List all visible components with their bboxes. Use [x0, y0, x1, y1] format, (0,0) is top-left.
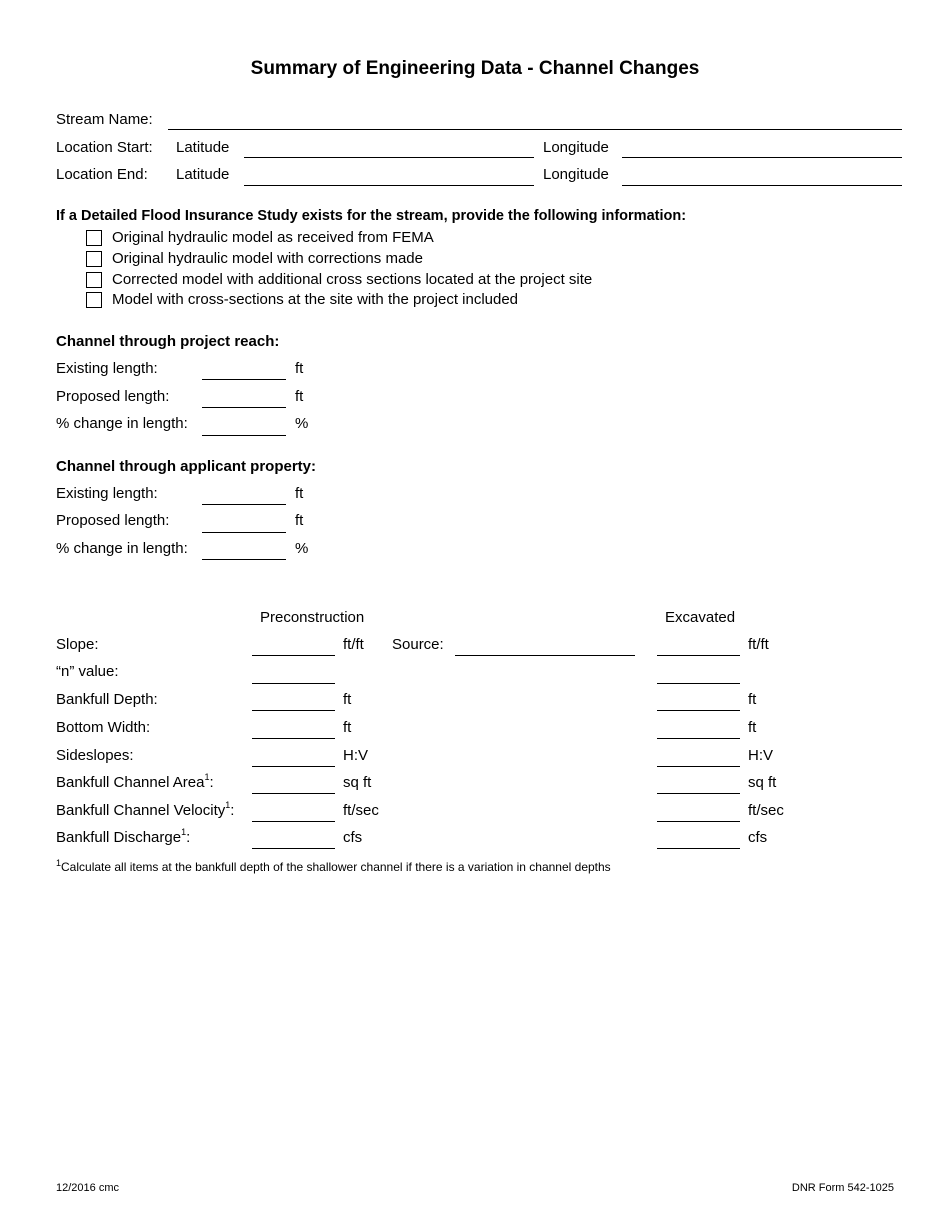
row-label-sideslopes: Sideslopes:: [56, 747, 134, 764]
start-latitude-label: Latitude: [176, 139, 230, 156]
property-change-field[interactable]: [202, 559, 286, 560]
slope-pre-field[interactable]: [252, 655, 335, 656]
bankfull-velocity-pre-unit: ft/sec: [343, 802, 379, 819]
bankfull-discharge-exc-field[interactable]: [657, 848, 740, 849]
bankfull-depth-pre-unit: ft: [343, 691, 352, 708]
footer-date: 12/2016 cmc: [56, 1182, 119, 1194]
row-label-bankfull-discharge-text: Bankfull Discharge: [56, 829, 182, 846]
reach-proposed-label: Proposed length:: [56, 388, 170, 405]
row-label-bankfull-velocity-sup: 1: [225, 800, 231, 810]
property-existing-unit: ft: [295, 485, 304, 502]
reach-existing-unit: ft: [295, 360, 304, 377]
reach-proposed-unit: ft: [295, 388, 304, 405]
slope-exc-field[interactable]: [657, 655, 740, 656]
footnote: [56, 860, 611, 874]
reach-proposed-field[interactable]: [202, 407, 286, 408]
bankfull-area-pre-unit: sq ft: [343, 774, 372, 791]
property-change-unit: %: [295, 540, 309, 557]
property-existing-field[interactable]: [202, 504, 286, 505]
start-longitude-field[interactable]: [622, 157, 902, 158]
bankfull-area-exc-unit: sq ft: [748, 774, 777, 791]
bankfull-area-pre-field[interactable]: [252, 793, 335, 794]
bankfull-velocity-pre-field[interactable]: [252, 821, 335, 822]
start-longitude-label: Longitude: [543, 139, 609, 156]
property-proposed-label: Proposed length:: [56, 512, 170, 529]
row-label-bankfull-area-colon: :: [209, 774, 214, 791]
bankfull-depth-exc-unit: ft: [748, 691, 757, 708]
reach-change-unit: %: [295, 415, 309, 432]
row-label-bankfull-depth: Bankfull Depth:: [56, 691, 158, 708]
fis-checkbox-2[interactable]: [86, 251, 102, 267]
bankfull-area-exc-field[interactable]: [657, 793, 740, 794]
bottom-width-exc-field[interactable]: [657, 738, 740, 739]
reach-existing-field[interactable]: [202, 379, 286, 380]
row-label-bottom-width: Bottom Width:: [56, 719, 151, 736]
property-proposed-unit: ft: [295, 512, 304, 529]
stream-name-label: Stream Name:: [56, 111, 153, 128]
bottom-width-pre-unit: ft: [343, 719, 352, 736]
fis-option-2: Original hydraulic model with corrections made: [112, 250, 423, 267]
fis-checkbox-4[interactable]: [86, 292, 102, 308]
property-heading: Channel through applicant property:: [56, 458, 317, 475]
sideslopes-exc-field[interactable]: [657, 766, 740, 767]
end-latitude-label: Latitude: [176, 166, 230, 183]
start-latitude-field[interactable]: [244, 157, 534, 158]
location-end-label: Location End:: [56, 166, 148, 183]
n-value-exc-field[interactable]: [657, 683, 740, 684]
row-label-bankfull-discharge-sup: 1: [181, 827, 187, 837]
sideslopes-exc-unit: H:V: [748, 747, 774, 764]
slope-exc-unit: ft/ft: [748, 636, 769, 653]
slope-pre-unit: ft/ft: [343, 636, 364, 653]
bankfull-discharge-exc-unit: cfs: [748, 829, 768, 846]
footnote-sup: 1: [56, 858, 62, 868]
row-label-bankfull-discharge: [56, 829, 190, 846]
row-label-bankfull-area-sup: 1: [204, 772, 210, 782]
property-proposed-field[interactable]: [202, 532, 286, 533]
reach-change-label: % change in length:: [56, 415, 188, 432]
bankfull-depth-exc-field[interactable]: [657, 710, 740, 711]
row-label-bankfull-area: [56, 774, 214, 791]
row-label-bankfull-velocity-text: Bankfull Channel Velocity: [56, 802, 226, 819]
end-latitude-field[interactable]: [244, 185, 534, 186]
fis-checkbox-1[interactable]: [86, 230, 102, 246]
footer-form-number: DNR Form 542-1025: [791, 1182, 894, 1194]
slope-source-label: Source:: [392, 636, 444, 653]
row-label-bankfull-discharge-colon: :: [186, 829, 191, 846]
property-existing-label: Existing length:: [56, 485, 158, 502]
end-longitude-label: Longitude: [543, 166, 609, 183]
n-value-pre-field[interactable]: [252, 683, 335, 684]
location-start-label: Location Start:: [56, 139, 153, 156]
bankfull-discharge-pre-unit: cfs: [343, 829, 363, 846]
col-header-preconstruction: Preconstruction: [260, 609, 365, 626]
fis-option-1: Original hydraulic model as received from FEMA: [112, 229, 434, 246]
page-title: Summary of Engineering Data - Channel Changes: [250, 58, 700, 79]
row-label-bankfull-velocity: [56, 802, 234, 819]
bankfull-velocity-exc-unit: ft/sec: [748, 802, 784, 819]
reach-change-field[interactable]: [202, 435, 286, 436]
col-header-excavated: Excavated: [665, 609, 736, 626]
slope-source-field[interactable]: [455, 655, 635, 656]
bankfull-depth-pre-field[interactable]: [252, 710, 335, 711]
footnote-text: Calculate all items at the bankfull depth of the shallower channel if there is a variation in channel depths: [61, 860, 611, 874]
property-change-label: % change in length:: [56, 540, 188, 557]
fis-heading: If a Detailed Flood Insurance Study exists for the stream, provide the following information:: [56, 208, 687, 224]
bottom-width-pre-field[interactable]: [252, 738, 335, 739]
row-label-bankfull-velocity-colon: :: [230, 802, 235, 819]
reach-heading: Channel through project reach:: [56, 333, 280, 350]
end-longitude-field[interactable]: [622, 185, 902, 186]
sideslopes-pre-unit: H:V: [343, 747, 369, 764]
stream-name-field[interactable]: [168, 129, 902, 130]
sideslopes-pre-field[interactable]: [252, 766, 335, 767]
fis-option-4: Model with cross-sections at the site with the project included: [112, 291, 519, 308]
bankfull-velocity-exc-field[interactable]: [657, 821, 740, 822]
fis-checkbox-3[interactable]: [86, 272, 102, 288]
bottom-width-exc-unit: ft: [748, 719, 757, 736]
row-label-slope: Slope:: [56, 636, 99, 653]
bankfull-discharge-pre-field[interactable]: [252, 848, 335, 849]
row-label-n-value: “n” value:: [56, 663, 119, 680]
reach-existing-label: Existing length:: [56, 360, 158, 377]
row-label-bankfull-area-text: Bankfull Channel Area: [56, 774, 205, 791]
fis-option-3: Corrected model with additional cross sections located at the project site: [112, 271, 593, 288]
